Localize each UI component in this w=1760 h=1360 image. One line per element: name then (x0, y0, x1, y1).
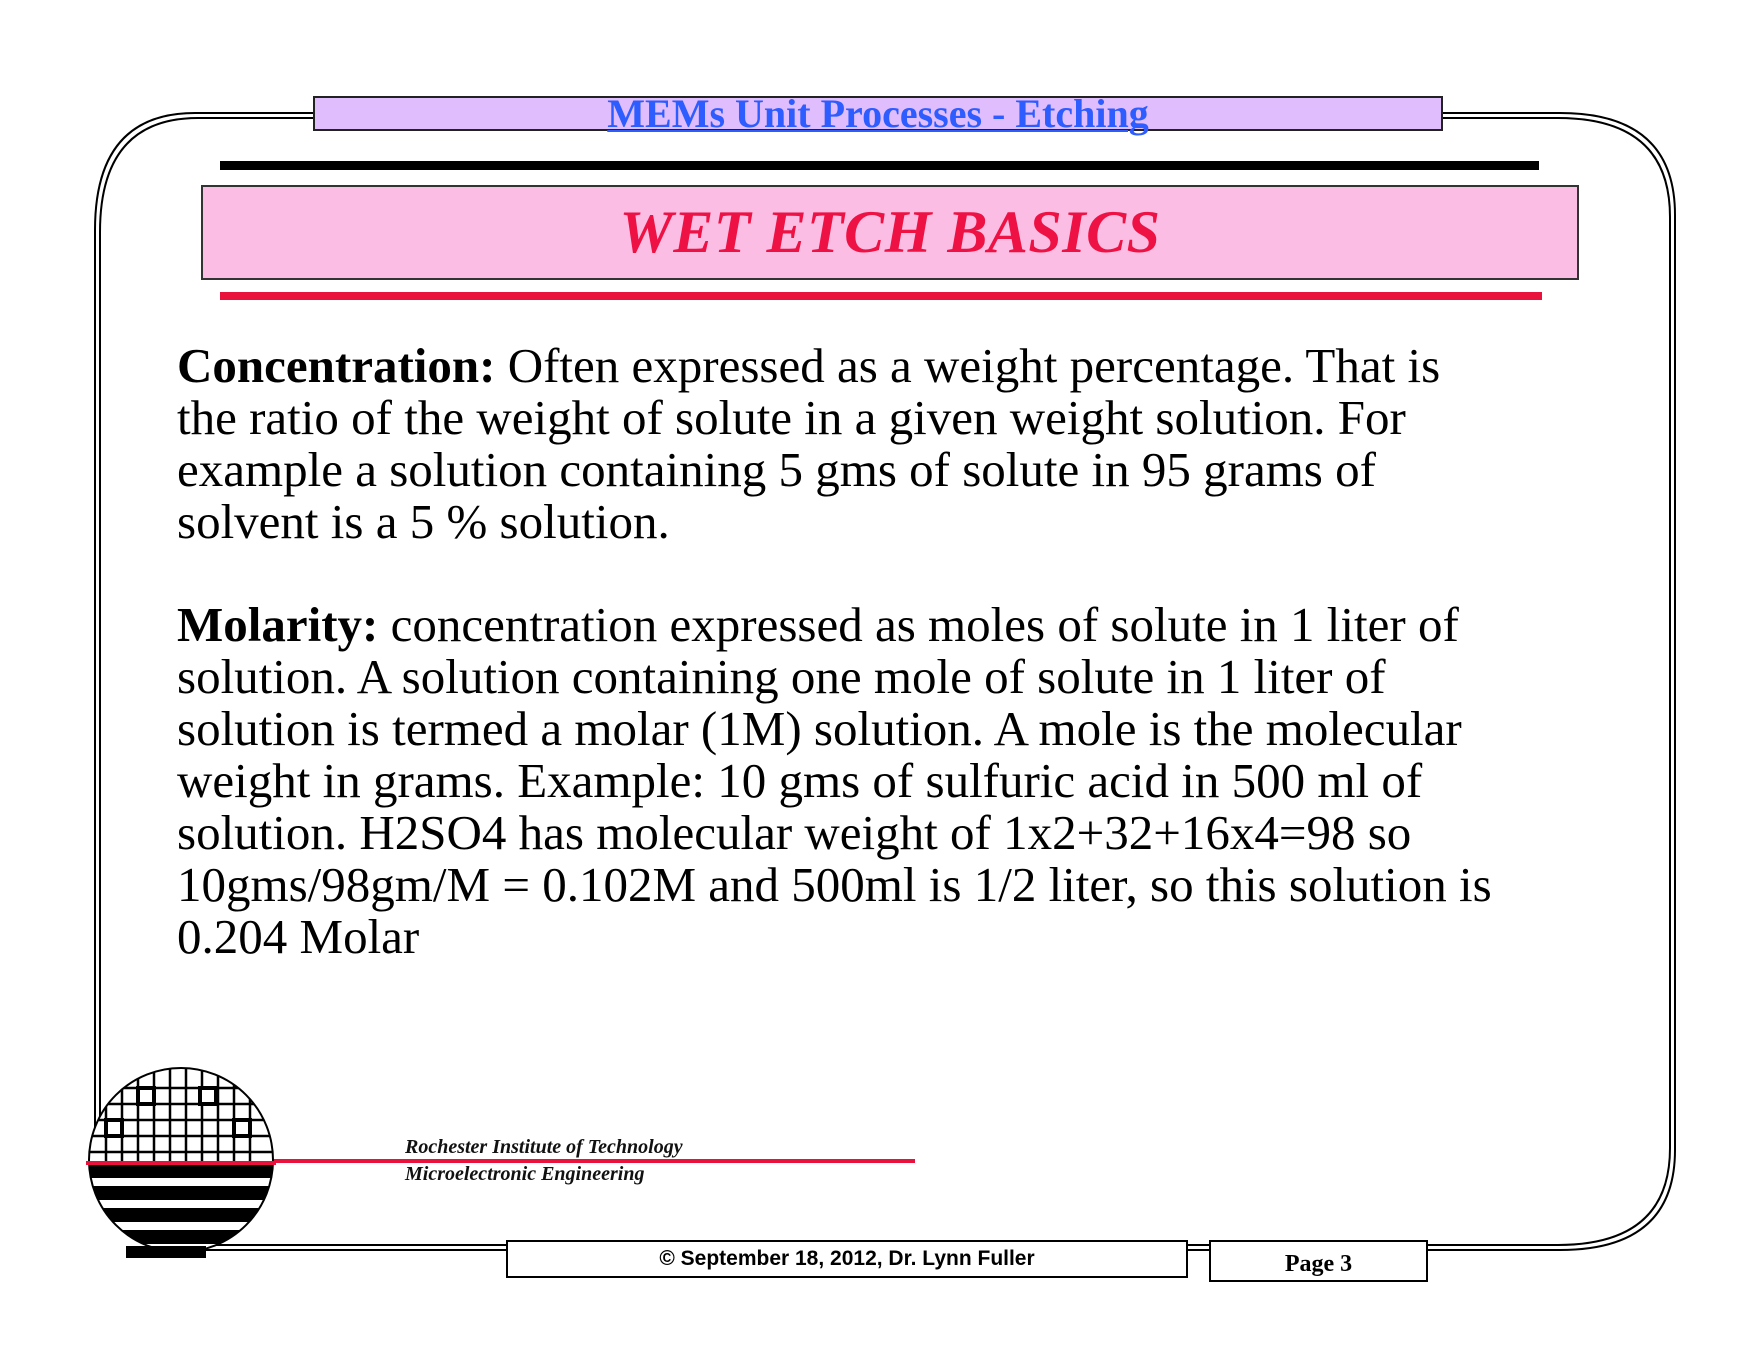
concentration-paragraph (177, 340, 1617, 548)
concentration-term: Concentration: (177, 338, 496, 393)
molarity-paragraph (177, 599, 1617, 963)
institution-name: Rochester Institute of Technology (405, 1136, 683, 1158)
slide-title-box (201, 185, 1579, 280)
concentration-text: Often expressed as a weight percentage. That is the ratio of the weight of solute in a given weight solution. For example a solution containing 5 gms of solute in 95 grams of solvent is a 5 % solution. (177, 338, 1441, 549)
wafer-logo-icon (86, 1066, 276, 1262)
department-name: Microelectronic Engineering (405, 1163, 645, 1185)
molarity-text: concentration expressed as moles of solute in 1 liter of solution. A solution containing one mole of solute in 1 liter of solution is termed a molar (1M) solution. A mole is the molecular weight in grams. Example: 10 gms of sulfuric acid in 500 ml of solution. H2SO4 has molecular weight of 1x2+32+16x4=98 so 10gms/98gm/M = 0.102M and 500ml is 1/2 liter, so this solution is 0.204 Molar (177, 597, 1492, 964)
header-divider (220, 161, 1539, 170)
slide-title: WET ETCH BASICS (619, 199, 1161, 265)
course-title: MEMs Unit Processes - Etching (607, 91, 1149, 136)
course-header (313, 91, 1443, 136)
copyright-notice: © September 18, 2012, Dr. Lynn Fuller (506, 1240, 1188, 1278)
molarity-term: Molarity: (177, 597, 379, 652)
page-number: Page 3 (1209, 1240, 1428, 1282)
title-divider (220, 292, 1542, 300)
